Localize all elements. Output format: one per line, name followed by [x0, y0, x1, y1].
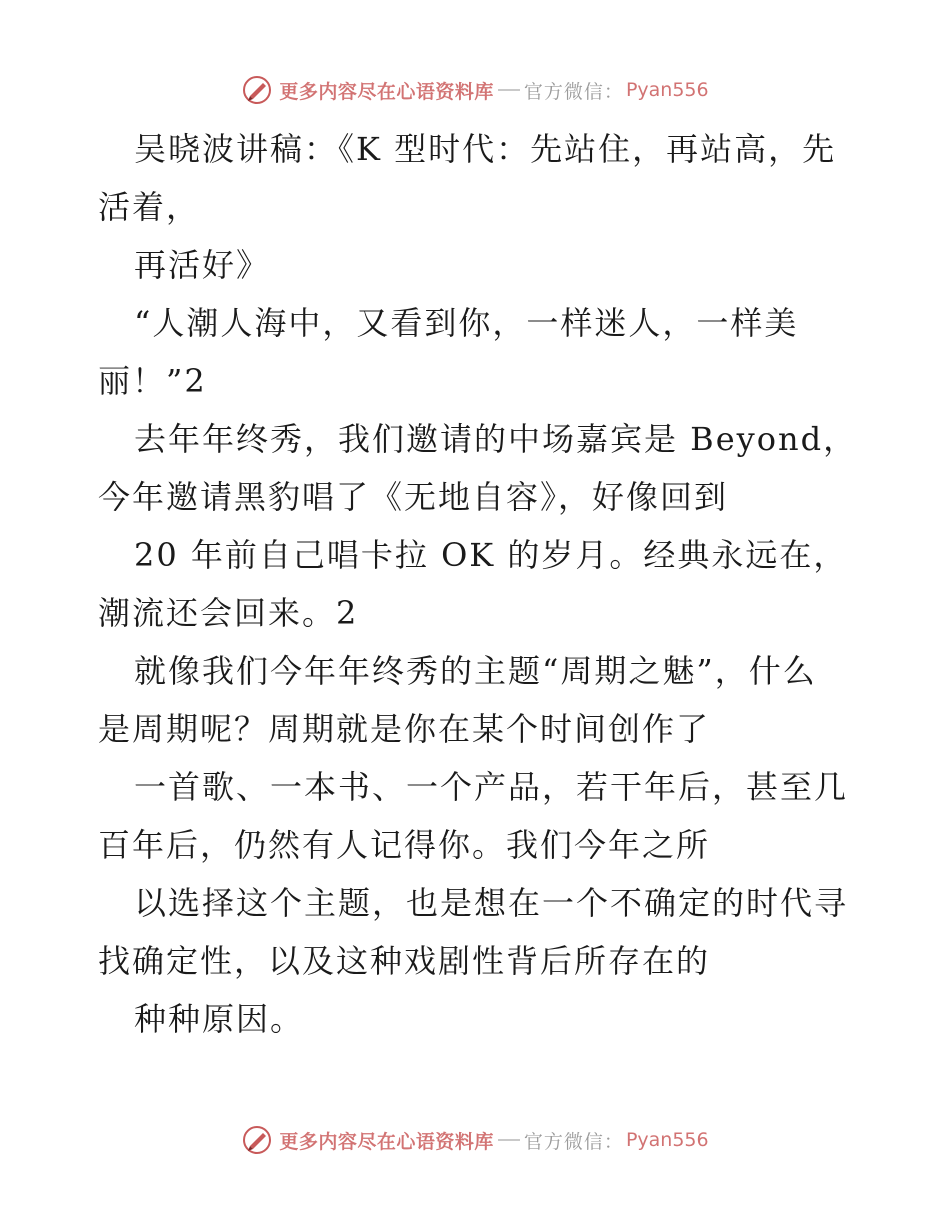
- banner-dash: [498, 89, 520, 91]
- pen-logo-icon: [241, 1124, 273, 1156]
- text-line: 种种原因。: [134, 1000, 305, 1038]
- banner-right-text: 官方微信：: [523, 1130, 624, 1153]
- text-line: 潮流还会回来。2: [98, 594, 359, 632]
- text-line: 20 年前自己唱卡拉 OK 的岁月。经典永远在，: [134, 536, 848, 574]
- footer-watermark: [0, 1120, 950, 1160]
- text-line: 以选择这个主题，也是想在一个不确定的时代寻: [134, 884, 849, 922]
- text-line: 百年后，仍然有人记得你。我们今年之所: [98, 826, 711, 864]
- banner-handle: Pyan556: [625, 1129, 709, 1151]
- header-watermark: [0, 70, 950, 110]
- text-line: 今年邀请黑豹唱了《无地自容》，好像回到: [98, 478, 729, 516]
- banner-left-text: 更多内容尽在心语资料库: [279, 1130, 494, 1153]
- banner-right-text: 官方微信：: [523, 80, 624, 103]
- text-line: 丽！”2: [98, 362, 207, 400]
- pen-logo-icon: [241, 74, 273, 106]
- text-line: 活着，: [98, 188, 201, 226]
- banner-dash: [498, 1139, 520, 1141]
- text-line: 一首歌、一本书、一个产品，若干年后，甚至几: [134, 768, 849, 806]
- text-line: 找确定性，以及这种戏剧性背后所存在的: [98, 942, 711, 980]
- text-line: “人潮人海中，又看到你，一样迷人，一样美: [134, 304, 799, 342]
- document-body: [98, 120, 858, 1048]
- text-line: 再活好》: [134, 246, 271, 284]
- text-line: 是周期呢？周期就是你在某个时间创作了: [98, 710, 711, 748]
- text-line: 就像我们今年年终秀的主题“周期之魅”，什么: [134, 652, 817, 690]
- banner-handle: Pyan556: [625, 79, 709, 101]
- text-line: 去年年终秀，我们邀请的中场嘉宾是 Beyond，: [134, 420, 858, 458]
- banner-left-text: 更多内容尽在心语资料库: [279, 80, 494, 103]
- text-line: 吴晓波讲稿：《K 型时代：先站住，再站高，先: [134, 130, 837, 168]
